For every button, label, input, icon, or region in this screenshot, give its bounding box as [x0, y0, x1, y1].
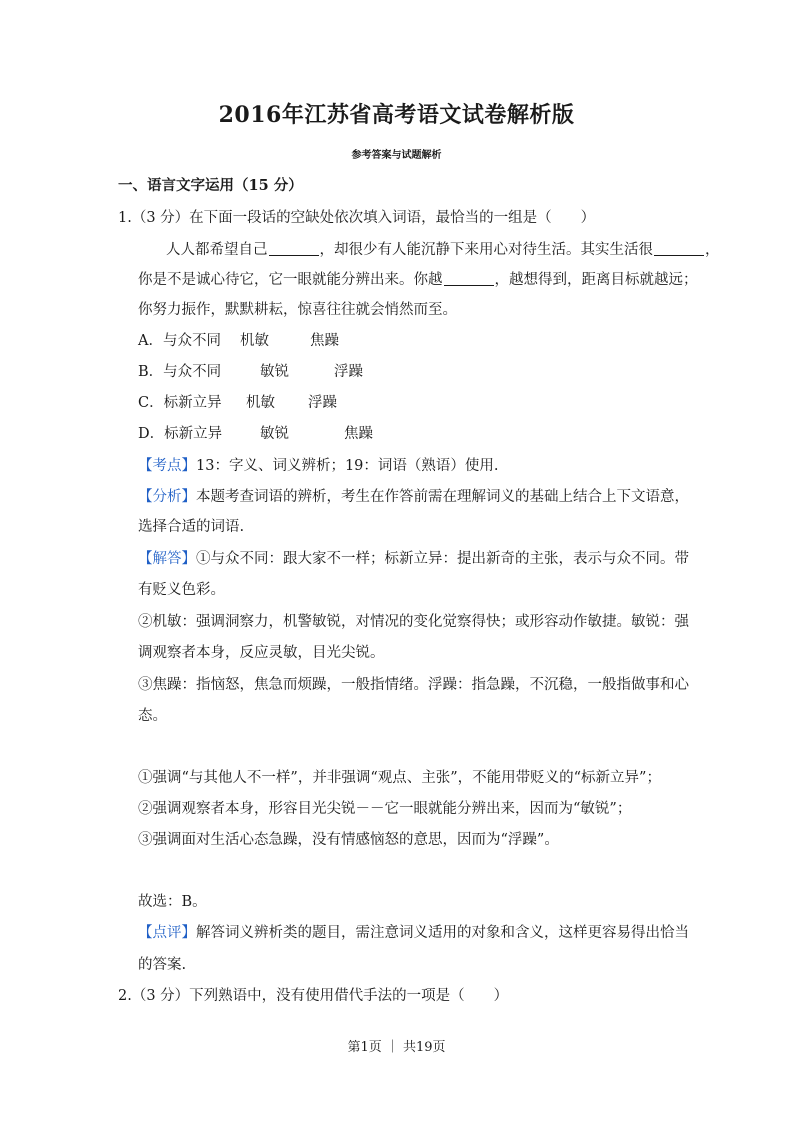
note-line-3: ③强调面对生活心态急躁，没有情感恼怒的意思，因而为“浮躁”。 [138, 832, 559, 848]
page-footer: 第1页 ｜ 共19页 [347, 1040, 446, 1055]
jieda-line-3: ②机敏：强调洞察力，机警敏锐，对情况的变化觉察得快；或形容动作敏捷。敏锐：强 [138, 614, 689, 630]
q1-passage-line-3: 你努力振作，默默耕耘，惊喜往往就会悄然而至。 [138, 302, 457, 318]
option-word: 敏锐 [260, 426, 289, 442]
document-title: 2016年江苏省高考语文试卷解析版 [218, 102, 575, 128]
option-label: C．标新立异 [138, 395, 222, 411]
kaodian-line [138, 456, 499, 476]
option-label: A．与众不同 [138, 333, 221, 349]
q1-passage-text: ，却很少有人能沉静下来用心对待生活。其实生活很 [319, 242, 653, 258]
kaodian-text: 13：字义、词义辨析；19：词语（熟语）使用. [196, 458, 499, 474]
answer-line: 故选：B。 [138, 894, 207, 910]
option-word: 焦躁 [310, 333, 339, 349]
q1-passage-text: 人人都希望自己 [166, 242, 268, 258]
jieda-tag: 【解答】 [138, 551, 196, 567]
dianping-text: 解答词义辨析类的题目，需注意词义适用的对象和含义，这样更容易得出恰当 [196, 925, 689, 941]
note-line-2: ②强调观察者本身，形容目光尖锐－－它一眼就能分辨出来，因而为“敏锐”； [138, 801, 632, 817]
q1-passage-line-1 [166, 240, 720, 260]
option-b [138, 362, 363, 382]
jieda-line-2: 有贬义色彩。 [138, 582, 225, 598]
blank-2 [654, 241, 704, 256]
option-word: 浮躁 [334, 364, 363, 380]
q1-passage-text: ， [705, 242, 720, 258]
option-label: D．标新立异 [138, 426, 223, 442]
q1-passage-line-2 [138, 270, 698, 290]
jieda-line-4: 调观察者本身，反应灵敏，目光尖锐。 [138, 645, 385, 661]
section-heading: 一、语言文字运用（15 分） [118, 177, 303, 194]
blank-1 [269, 241, 319, 256]
option-word: 浮躁 [308, 395, 337, 411]
document-subtitle: 参考答案与试题解析 [351, 150, 442, 161]
blank-3 [444, 271, 494, 286]
option-c [138, 393, 337, 413]
option-word: 机敏 [240, 333, 269, 349]
note-line-1: ①强调“与其他人不一样”，并非强调“观点、主张”，不能用带贬义的“标新立异”； [138, 770, 661, 786]
jieda-line-6: 态。 [138, 708, 167, 724]
option-word: 机敏 [246, 395, 275, 411]
kaodian-tag: 【考点】 [138, 458, 196, 474]
jieda-line-5: ③焦躁：指恼怒，焦急而烦躁，一般指情绪。浮躁：指急躁，不沉稳，一般指做事和心 [138, 677, 689, 693]
fenxi-line-2: 选择合适的词语. [138, 519, 245, 535]
q1-passage-text: 你是不是诚心待它，它一眼就能分辨出来。你越 [138, 272, 443, 288]
option-d [138, 424, 373, 444]
option-label: B．与众不同 [138, 364, 222, 380]
jieda-line-1 [138, 549, 689, 569]
dianping-tag: 【点评】 [138, 925, 196, 941]
option-word: 敏锐 [260, 364, 289, 380]
fenxi-tag: 【分析】 [138, 489, 196, 505]
q2-stem: 2.（3 分）下列熟语中，没有使用借代手法的一项是（ ） [118, 988, 509, 1004]
option-a [138, 331, 339, 351]
q1-stem: 1.（3 分）在下面一段话的空缺处依次填入词语，最恰当的一组是（ ） [118, 210, 596, 226]
option-word: 焦躁 [344, 426, 373, 442]
q1-passage-text: ，越想得到，距离目标就越远； [494, 272, 698, 288]
dianping-line-1 [138, 923, 689, 943]
fenxi-text: 本题考查词语的辨析，考生在作答前需在理解词义的基础上结合上下文语意， [196, 489, 689, 505]
jieda-text: ①与众不同：跟大家不一样；标新立异：提出新奇的主张，表示与众不同。带 [196, 551, 689, 567]
fenxi-line-1 [138, 487, 689, 507]
dianping-line-2: 的答案. [138, 957, 187, 973]
